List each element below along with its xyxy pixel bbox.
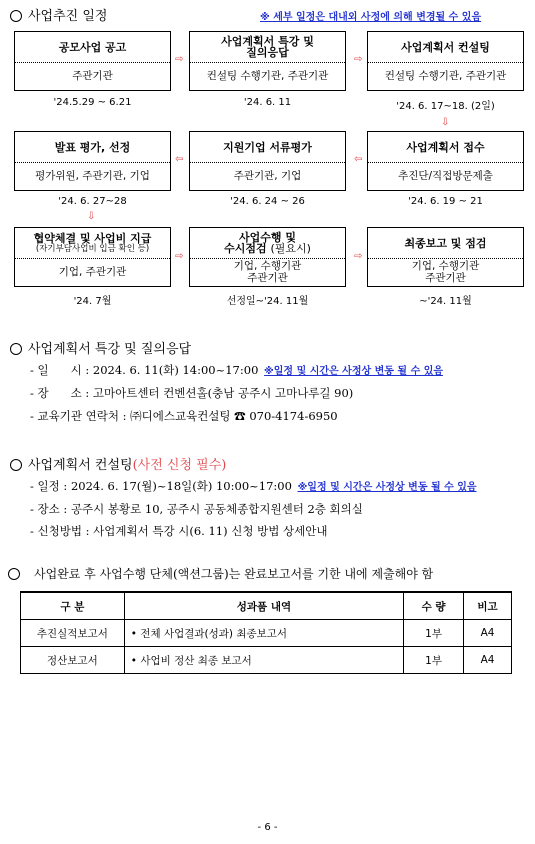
step-box-evaluation: 발표 평가, 선정 평가위원, 주관기관, 기업: [14, 131, 171, 191]
step-date: '24.5.29 ~ 6.21: [53, 97, 132, 108]
page-number: - 6 -: [257, 822, 278, 833]
column-header: 수 량: [404, 592, 464, 620]
consulting-line-schedule: - 일정 : 2024. 6. 17(월)~18일(화) 10:00~17:00 ※일정 및 시간은 사정상 변동 될 수 있음: [30, 479, 477, 493]
step-date: '24. 6. 24 ~ 26: [230, 196, 305, 207]
circle-bullet-icon: [10, 459, 22, 471]
step-box-final-report: 최종보고 및 점검 기업, 수행기관 주관기관: [367, 227, 524, 287]
seminar-line-datetime: - 일 시 : 2024. 6. 11(화) 14:00~17:00 ※일정 및 시간은 사정상 변동 될 수 있음: [30, 363, 444, 377]
step-date: 선정일~'24. 11월: [226, 296, 309, 307]
schedule-note: ※ 세부 일정은 대내외 사정에 의해 변경될 수 있음: [260, 12, 482, 23]
bullet-icon: •: [130, 654, 137, 667]
step-box-document-review: 지원기업 서류평가 주관기관, 기업: [189, 131, 346, 191]
circle-bullet-icon: [8, 568, 20, 580]
step-box-seminar: 사업계획서 특강 및 질의응답 컨설팅 수행기관, 주관기관: [189, 31, 346, 91]
arrow-down-icon: ⇩: [441, 117, 450, 128]
column-header: 성과품 내역: [124, 592, 403, 620]
step-date: '24. 6. 17~18. (2일): [396, 101, 495, 112]
step-box-consulting: 사업계획서 컨설팅 컨설팅 수행기관, 주관기관: [367, 31, 524, 91]
arrow-right-icon: ⇨: [354, 54, 363, 65]
arrow-right-icon: ⇨: [175, 251, 184, 262]
step-box-execution: 사업수행 및 수시점검 (필요시) 기업, 수행기관 주관기관: [189, 227, 346, 287]
arrow-right-icon: ⇨: [354, 251, 363, 262]
step-date: ~'24. 11월: [419, 296, 472, 307]
column-header: 비고: [464, 592, 512, 620]
seminar-heading: 사업계획서 특강 및 질의응답: [10, 338, 191, 357]
arrow-left-icon: ⇦: [175, 154, 184, 165]
step-box-agreement: 협약체결 및 사업비 지급 (자기부담사업비 입금 확인 등) 기업, 주관기관: [14, 227, 171, 287]
step-date: '24. 6. 27~28: [58, 196, 127, 207]
table-row: 추진실적보고서 • 전체 사업결과(성과) 최종보고서 1부 A4: [21, 620, 512, 647]
schedule-heading: 사업추진 일정: [10, 5, 107, 24]
column-header: 구 분: [21, 592, 125, 620]
step-date: '24. 6. 11: [243, 97, 292, 108]
bullet-icon: •: [130, 627, 137, 640]
step-box-submission: 사업계획서 접수 추진단/직접방문제출: [367, 131, 524, 191]
completion-heading: 사업완료 후 사업수행 단체(액션그룹)는 완료보고서를 기한 내에 제출해야 함: [8, 565, 433, 582]
seminar-line-contact: - 교육기관 연락처 : ㈜디에스교육컨설팅 ☎ 070-4174-6950: [30, 409, 338, 423]
circle-bullet-icon: [10, 343, 22, 355]
consulting-line-application: - 신청방법 : 사업계획서 특강 시(6. 11) 신청 방법 상세안내: [30, 524, 328, 538]
consulting-line-location: - 장소 : 공주시 봉황로 10, 공주시 공동체종합지원센터 2층 회의실: [30, 502, 363, 516]
consulting-heading: 사업계획서 컨설팅(사전 신청 필수): [10, 454, 226, 473]
seminar-line-location: - 장 소 : 고마아트센터 컨벤션홀(충남 공주시 고마나루길 90): [30, 386, 354, 400]
circle-bullet-icon: [10, 10, 22, 22]
arrow-left-icon: ⇦: [354, 154, 363, 165]
step-date: '24. 7월: [73, 296, 112, 307]
table-row: 정산보고서 • 사업비 정산 최종 보고서 1부 A4: [21, 647, 512, 674]
table-header-row: [21, 592, 512, 620]
arrow-down-icon: ⇩: [87, 211, 96, 222]
arrow-right-icon: ⇨: [175, 54, 184, 65]
deliverables-table: [20, 591, 512, 674]
step-date: '24. 6. 19 ~ 21: [408, 196, 483, 207]
step-box-announcement: 공모사업 공고 주관기관: [14, 31, 171, 91]
